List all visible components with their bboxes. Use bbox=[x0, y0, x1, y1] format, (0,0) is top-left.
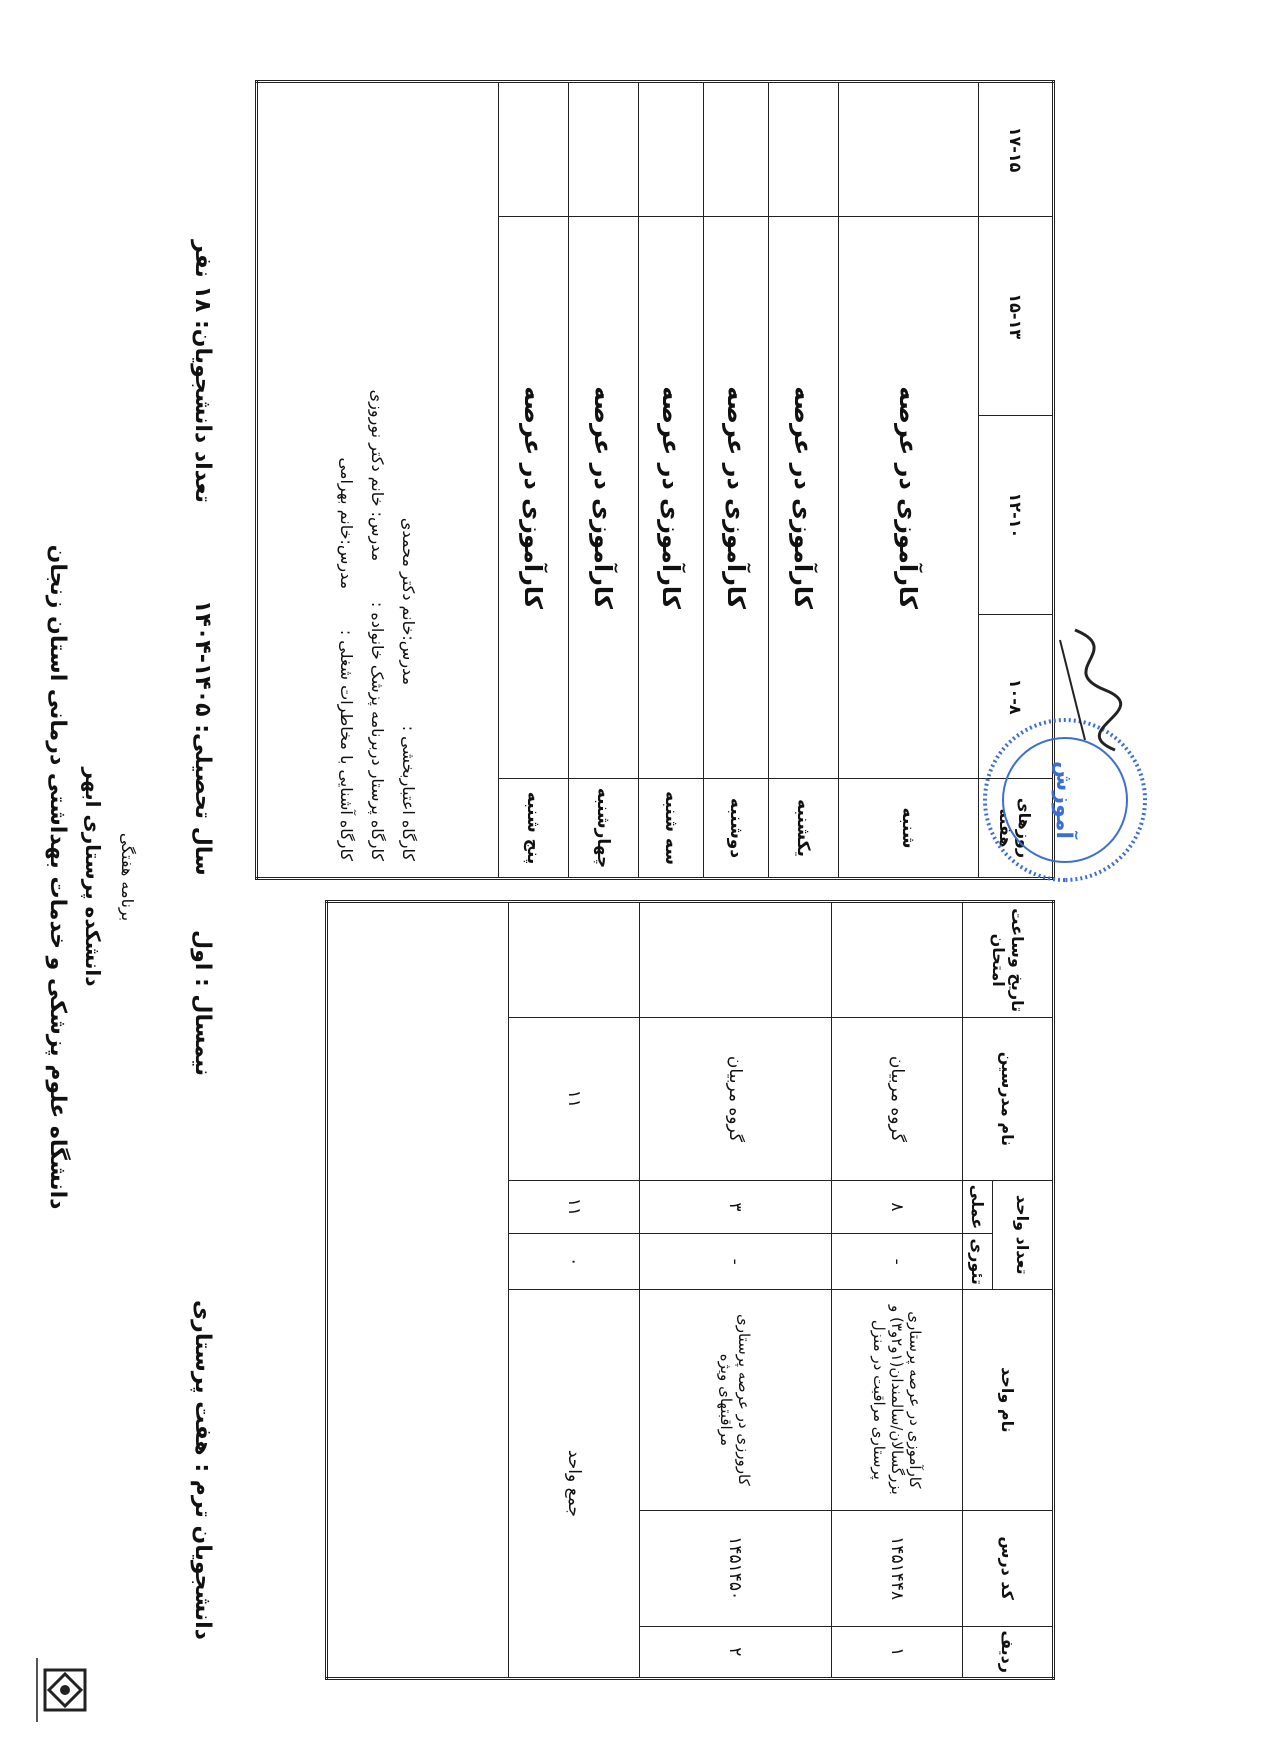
empty-cell bbox=[769, 82, 839, 217]
signature-icon bbox=[1045, 620, 1135, 760]
workshop-title: کارگاه اعتباربخشی : bbox=[399, 725, 419, 861]
unit-name: کارورزی در عرصه پرستاری مراقبتهای ویژه bbox=[640, 1289, 832, 1510]
header-unit-name: نام واحد bbox=[963, 1289, 1054, 1510]
table-row bbox=[831, 902, 962, 1679]
workshop-notes bbox=[257, 82, 499, 879]
day-tuesday: سه شنبه bbox=[639, 779, 704, 879]
header-time-2: ۱۲-۱۰ bbox=[979, 416, 1054, 615]
course-code: ۱۴۵۱۴۵۰ bbox=[640, 1510, 832, 1626]
activity-sunday: کارآموزی در عرصه bbox=[769, 217, 839, 779]
activity-thursday: کارآموزی در عرصه bbox=[499, 217, 569, 779]
workshop-note bbox=[363, 87, 394, 873]
day-wednesday: چهارشنبه bbox=[569, 779, 639, 879]
academic-year: سال تحصیلی: ۱۴۰۵-۱۴۰۴ bbox=[190, 600, 215, 876]
row-number: ۱ bbox=[831, 1626, 962, 1678]
day-monday: دوشنبه bbox=[704, 779, 769, 879]
workshop-note bbox=[394, 87, 425, 873]
practical-credits: ۳ bbox=[640, 1180, 832, 1234]
table-row bbox=[569, 82, 639, 879]
row-number: ۲ bbox=[640, 1626, 832, 1678]
header-course-code: کد درس bbox=[963, 1510, 1054, 1626]
activity-saturday: کارآموزی در عرصه bbox=[839, 217, 979, 779]
header-time-4: ۱۷-۱۵ bbox=[979, 82, 1054, 217]
teacher-name: گروه مربیان bbox=[640, 1018, 832, 1180]
exam-date bbox=[640, 902, 832, 1018]
table-row bbox=[499, 82, 569, 879]
empty-area bbox=[327, 902, 509, 1679]
semester: نیمسال : اول bbox=[190, 930, 215, 1077]
header-time-3: ۱۵-۱۳ bbox=[979, 217, 1054, 416]
total-label: جمع واحد bbox=[508, 1289, 639, 1678]
workshop-title: کارگاه آشنایی با مخاطرات شغلی : bbox=[337, 629, 357, 861]
theory-credits: - bbox=[831, 1234, 962, 1289]
unit-name: کارآموزی در عرصه پرستاری بزرگسالان/سالمندان(۱و۲و۳) و پرستاری مراقبت در منزل bbox=[831, 1289, 962, 1510]
exam-date bbox=[831, 902, 962, 1018]
workshop-teacher: مدرس: خانم دکتر نوروزی bbox=[368, 389, 388, 562]
course-code: ۱۴۵۱۴۴۸ bbox=[831, 1510, 962, 1626]
day-saturday: شنبه bbox=[839, 779, 979, 879]
empty-cell bbox=[839, 82, 979, 217]
svg-text:آموزش: آموزش bbox=[1051, 761, 1076, 839]
empty-cell bbox=[499, 82, 569, 217]
total-exam bbox=[508, 902, 639, 1018]
header-row-number: ردیف bbox=[963, 1626, 1054, 1678]
table-row bbox=[704, 82, 769, 879]
teacher-name: گروه مربیان bbox=[831, 1018, 962, 1180]
program-title: برنامه هفتگی bbox=[118, 832, 137, 922]
activity-wednesday: کارآموزی در عرصه bbox=[569, 217, 639, 779]
weekly-schedule-table bbox=[255, 80, 1055, 880]
empty-cell bbox=[569, 82, 639, 217]
header-practical: عملی bbox=[963, 1180, 993, 1234]
table-row bbox=[839, 82, 979, 879]
students-term: دانشجویان ترم : هفت پرستاری bbox=[190, 1300, 215, 1640]
header-teachers: نام مدرسین bbox=[963, 1018, 1054, 1180]
workshop-note bbox=[332, 87, 363, 873]
workshop-teacher: مدرس:خانم بهرامی bbox=[337, 457, 357, 590]
total-row bbox=[508, 902, 639, 1679]
workshop-teacher: مدرس:خانم دکتر محمدی bbox=[399, 517, 419, 686]
table-row bbox=[769, 82, 839, 879]
units-table bbox=[325, 900, 1055, 1680]
day-sunday: یکشنبه bbox=[769, 779, 839, 879]
day-thursday: پنج شنبه bbox=[499, 779, 569, 879]
theory-credits: - bbox=[640, 1234, 832, 1289]
empty-cell bbox=[704, 82, 769, 217]
header-weekdays: روزهای هفته bbox=[979, 779, 1054, 879]
header-credits: تعداد واحد bbox=[993, 1180, 1054, 1289]
total-theory: ۰ bbox=[508, 1234, 639, 1289]
activity-monday: کارآموزی در عرصه bbox=[704, 217, 769, 779]
practical-credits: ۸ bbox=[831, 1180, 962, 1234]
workshop-title: کارگاه پرستار دربرنامه پزشک خانواده : bbox=[368, 601, 388, 861]
header-exam-date: تاریخ وساعت امتحان bbox=[963, 902, 1054, 1018]
table-row bbox=[639, 82, 704, 879]
faculty-title: دانشکده پرستاری ابهر bbox=[81, 767, 105, 987]
header-time-1: ۱۰-۸ bbox=[979, 615, 1054, 779]
total-all: ۱۱ bbox=[508, 1018, 639, 1180]
activity-tuesday: کارآموزی در عرصه bbox=[639, 217, 704, 779]
total-practical: ۱۱ bbox=[508, 1180, 639, 1234]
table-row bbox=[640, 902, 832, 1679]
empty-cell bbox=[639, 82, 704, 217]
student-count: تعداد دانشجویان: ۱۸ نفر bbox=[190, 240, 215, 504]
university-title: دانشگاه علوم پزشکی و خدمات بهداشتی درمانی استان زنجان bbox=[45, 544, 70, 1210]
header-theory: تئوری bbox=[963, 1234, 993, 1289]
